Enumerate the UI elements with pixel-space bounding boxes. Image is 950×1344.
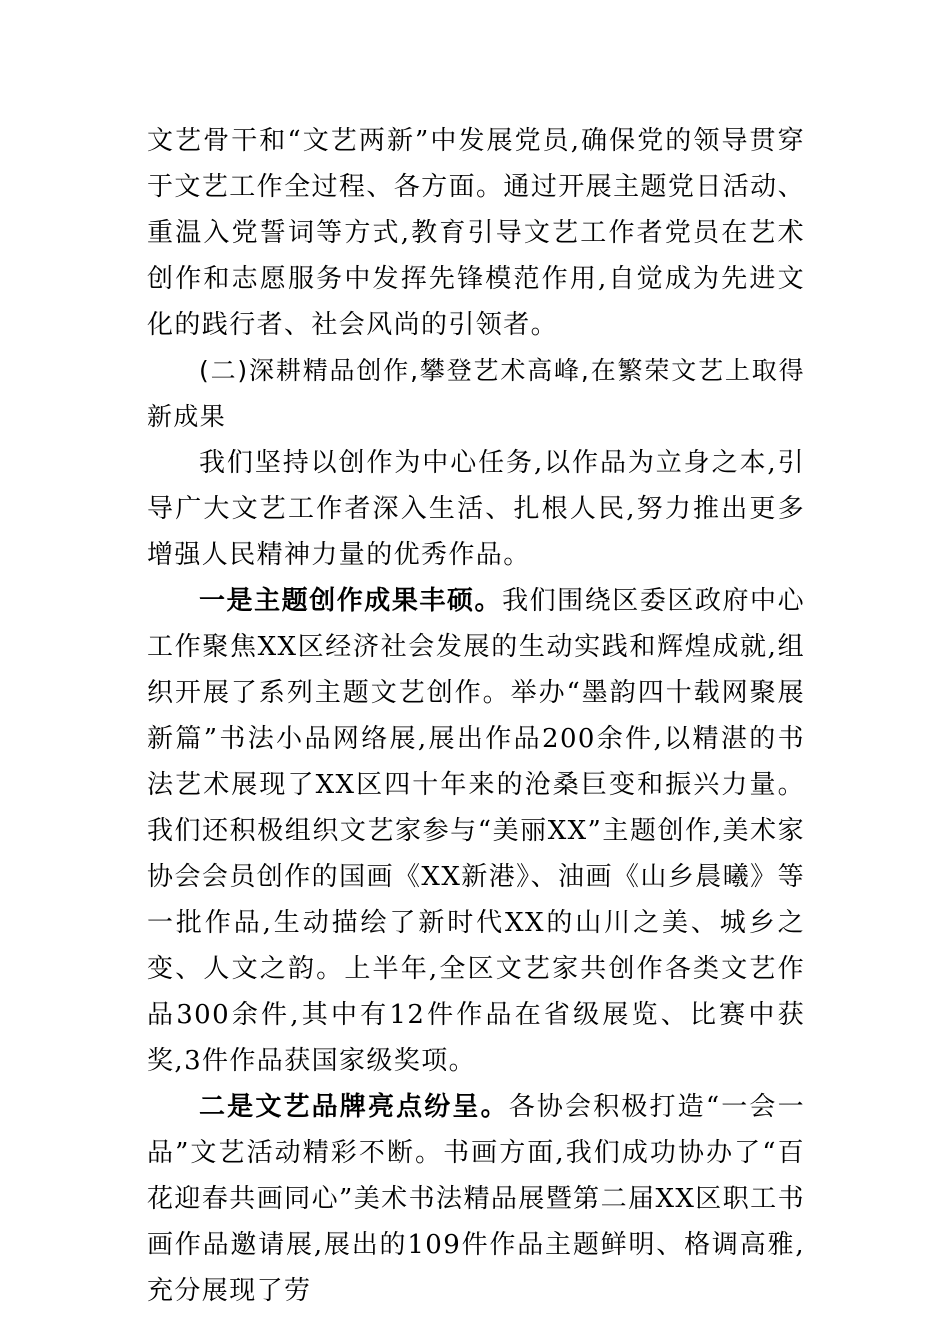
paragraph-theme-creation [147,578,805,1084]
paragraph-body: 各协会积极打造“一会一品”文艺活动精彩不断。书画方面,我们成功协办了“百花迎春共画同心”美术书法精品展暨第二届XX区职工书画作品邀请展,展出的109件作品主题鲜明、格调高雅,充分展现了劳 [147,1092,805,1306]
paragraph-intro: 我们坚持以创作为中心任务,以作品为立身之本,引导广大文艺工作者深入生活、扎根人民,努力推出更多增强人民精神力量的优秀作品。 [147,448,805,570]
paragraph-continued: 文艺骨干和“文艺两新”中发展党员,确保党的领导贯穿于文艺工作全过程、各方面。通过开展主题党日活动、重温入党誓词等方式,教育引导文艺工作者党员在艺术创作和志愿服务中发挥先锋模范作用,自觉成为先进文化的践行者、社会风尚的引领者。 [147,126,805,340]
paragraph-body: 我们围绕区委区政府中心工作聚焦XX区经济社会发展的生动实践和辉煌成就,组织开展了系列主题文艺创作。举办“墨韵四十载网聚展新篇”书法小品网络展,展出作品200余件,以精湛的书法艺术展现了XX区四十年来的沧桑巨变和振兴力量。我们还积极组织文艺家参与“美丽XX”主题创作,美术家协会会员创作的国画《XX新港》、油画《山乡晨曦》等一批作品,生动描绘了新时代XX的山川之美、城乡之变、人文之韵。上半年,全区文艺家共创作各类文艺作品300余件,其中有12件作品在省级展览、比赛中获奖,3件作品获国家级奖项。 [147,586,805,1076]
paragraph-brand-activities [147,1084,805,1314]
section-heading: (二)深耕精品创作,攀登艺术高峰,在繁荣文艺上取得新成果 [147,356,805,431]
paragraph-lead: 一是主题创作成果丰硕。 [199,586,503,616]
paragraph-lead: 二是文艺品牌亮点纷呈。 [199,1092,509,1122]
document-page [147,118,805,1314]
